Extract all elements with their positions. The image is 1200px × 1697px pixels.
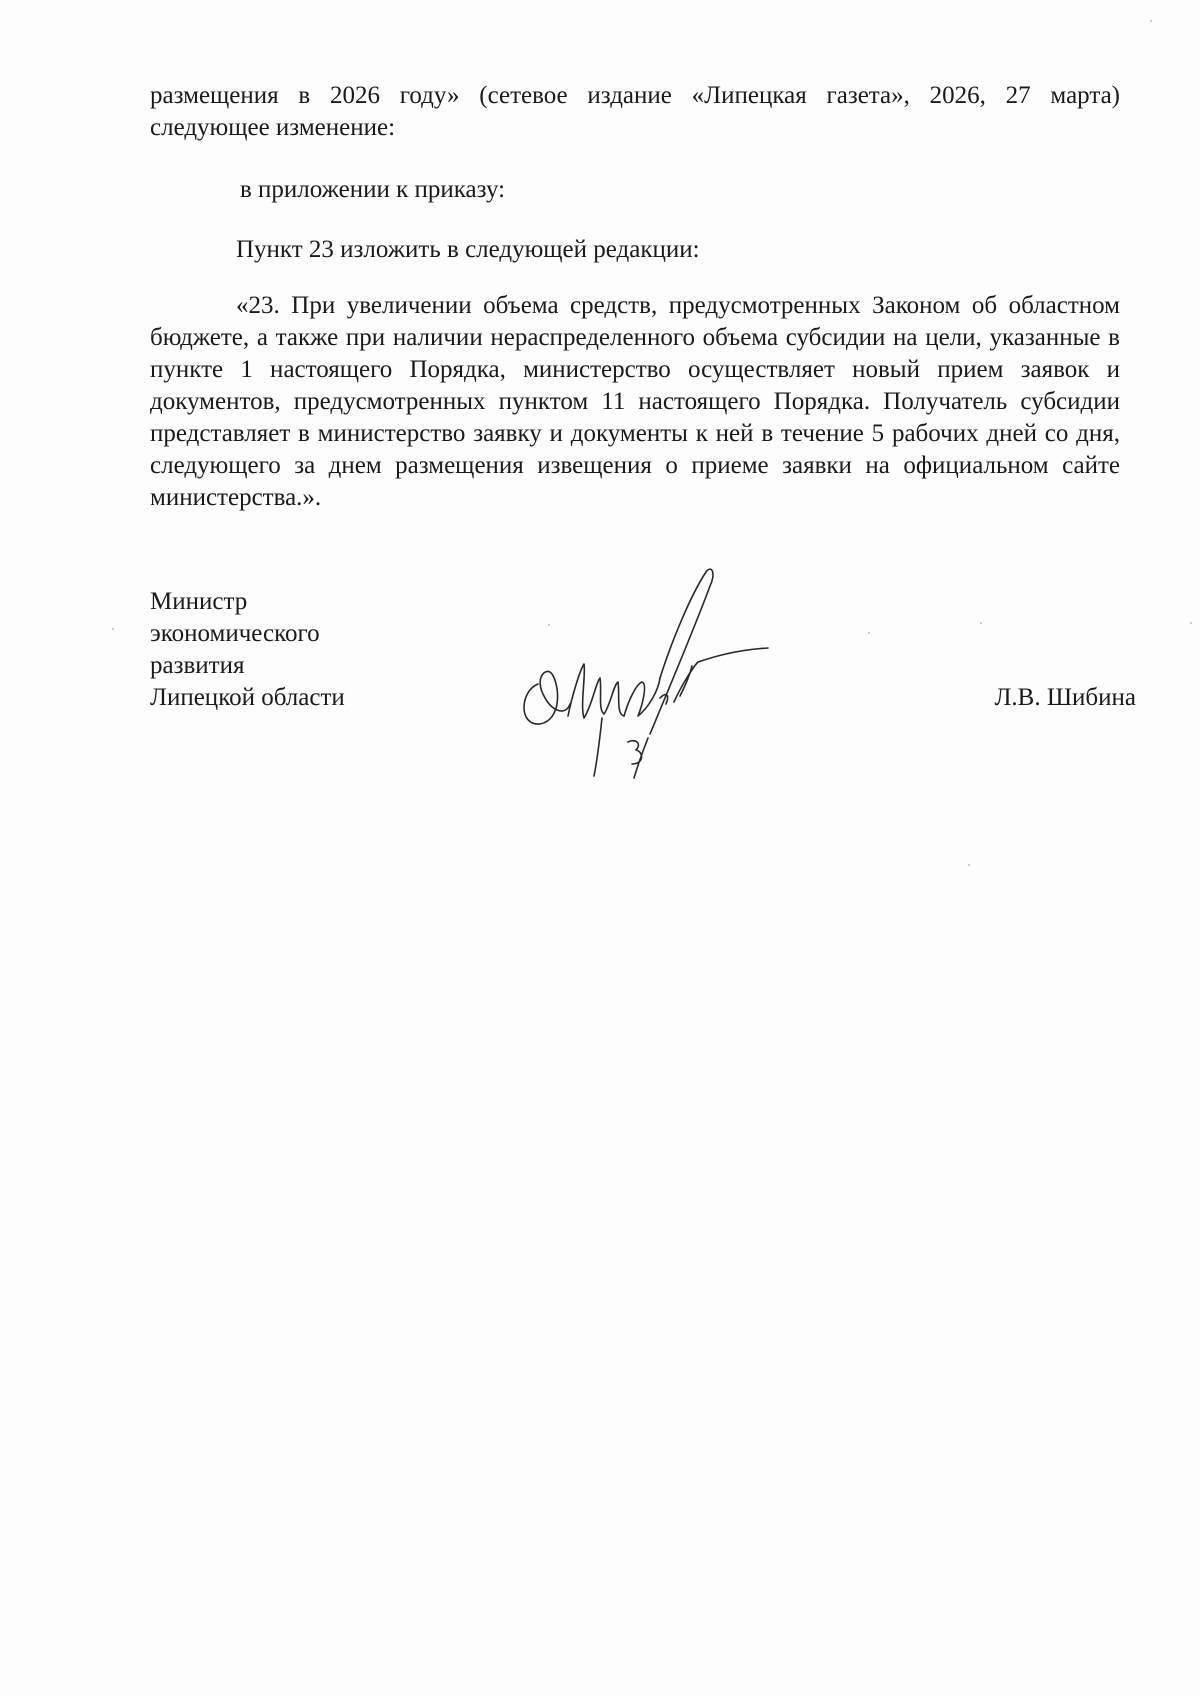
scan-speck — [968, 864, 970, 866]
handwritten-signature — [510, 566, 810, 796]
position-line: развития — [150, 652, 245, 679]
quoted-paragraph: «23. При увеличении объема средств, предусмотренных Законом об областном бюджете, а также при наличии нераспределенного объема субсидии на цели, указанные в пункте 1 настоящего Порядка, министерство осуществляет новый прием заявок и документов, предусмотренных пунктом 11 настоящего Порядка. Получатель субсидии представляет в министерство заявку и документы к ней в течение 5 рабочих дней со дня, следующего за днем размещения извещения о приеме заявки на официальном сайте министерства.». — [150, 292, 1120, 511]
position-line: экономического — [150, 620, 320, 647]
appendix-line: в приложении к приказу: — [240, 176, 506, 203]
scan-speck — [980, 622, 982, 624]
position-line: Министр — [150, 588, 248, 615]
signatory-position — [150, 586, 510, 714]
position-line: Липецкой области — [150, 684, 345, 711]
scan-speck — [548, 624, 550, 626]
item-line: Пункт 23 изложить в следующей редакции: — [236, 236, 700, 263]
scan-speck — [112, 628, 114, 630]
signer-name: Л.В. Шибина — [994, 684, 1136, 711]
scan-speck — [868, 632, 870, 634]
scan-speck — [1150, 20, 1152, 22]
scan-speck — [1190, 622, 1192, 624]
intro-line-1: размещения в 2026 году» (сетевое издание «Липецкая газета», 2026, 27 марта) — [150, 82, 1120, 109]
intro-line-2: следующее изменение: — [150, 114, 396, 141]
